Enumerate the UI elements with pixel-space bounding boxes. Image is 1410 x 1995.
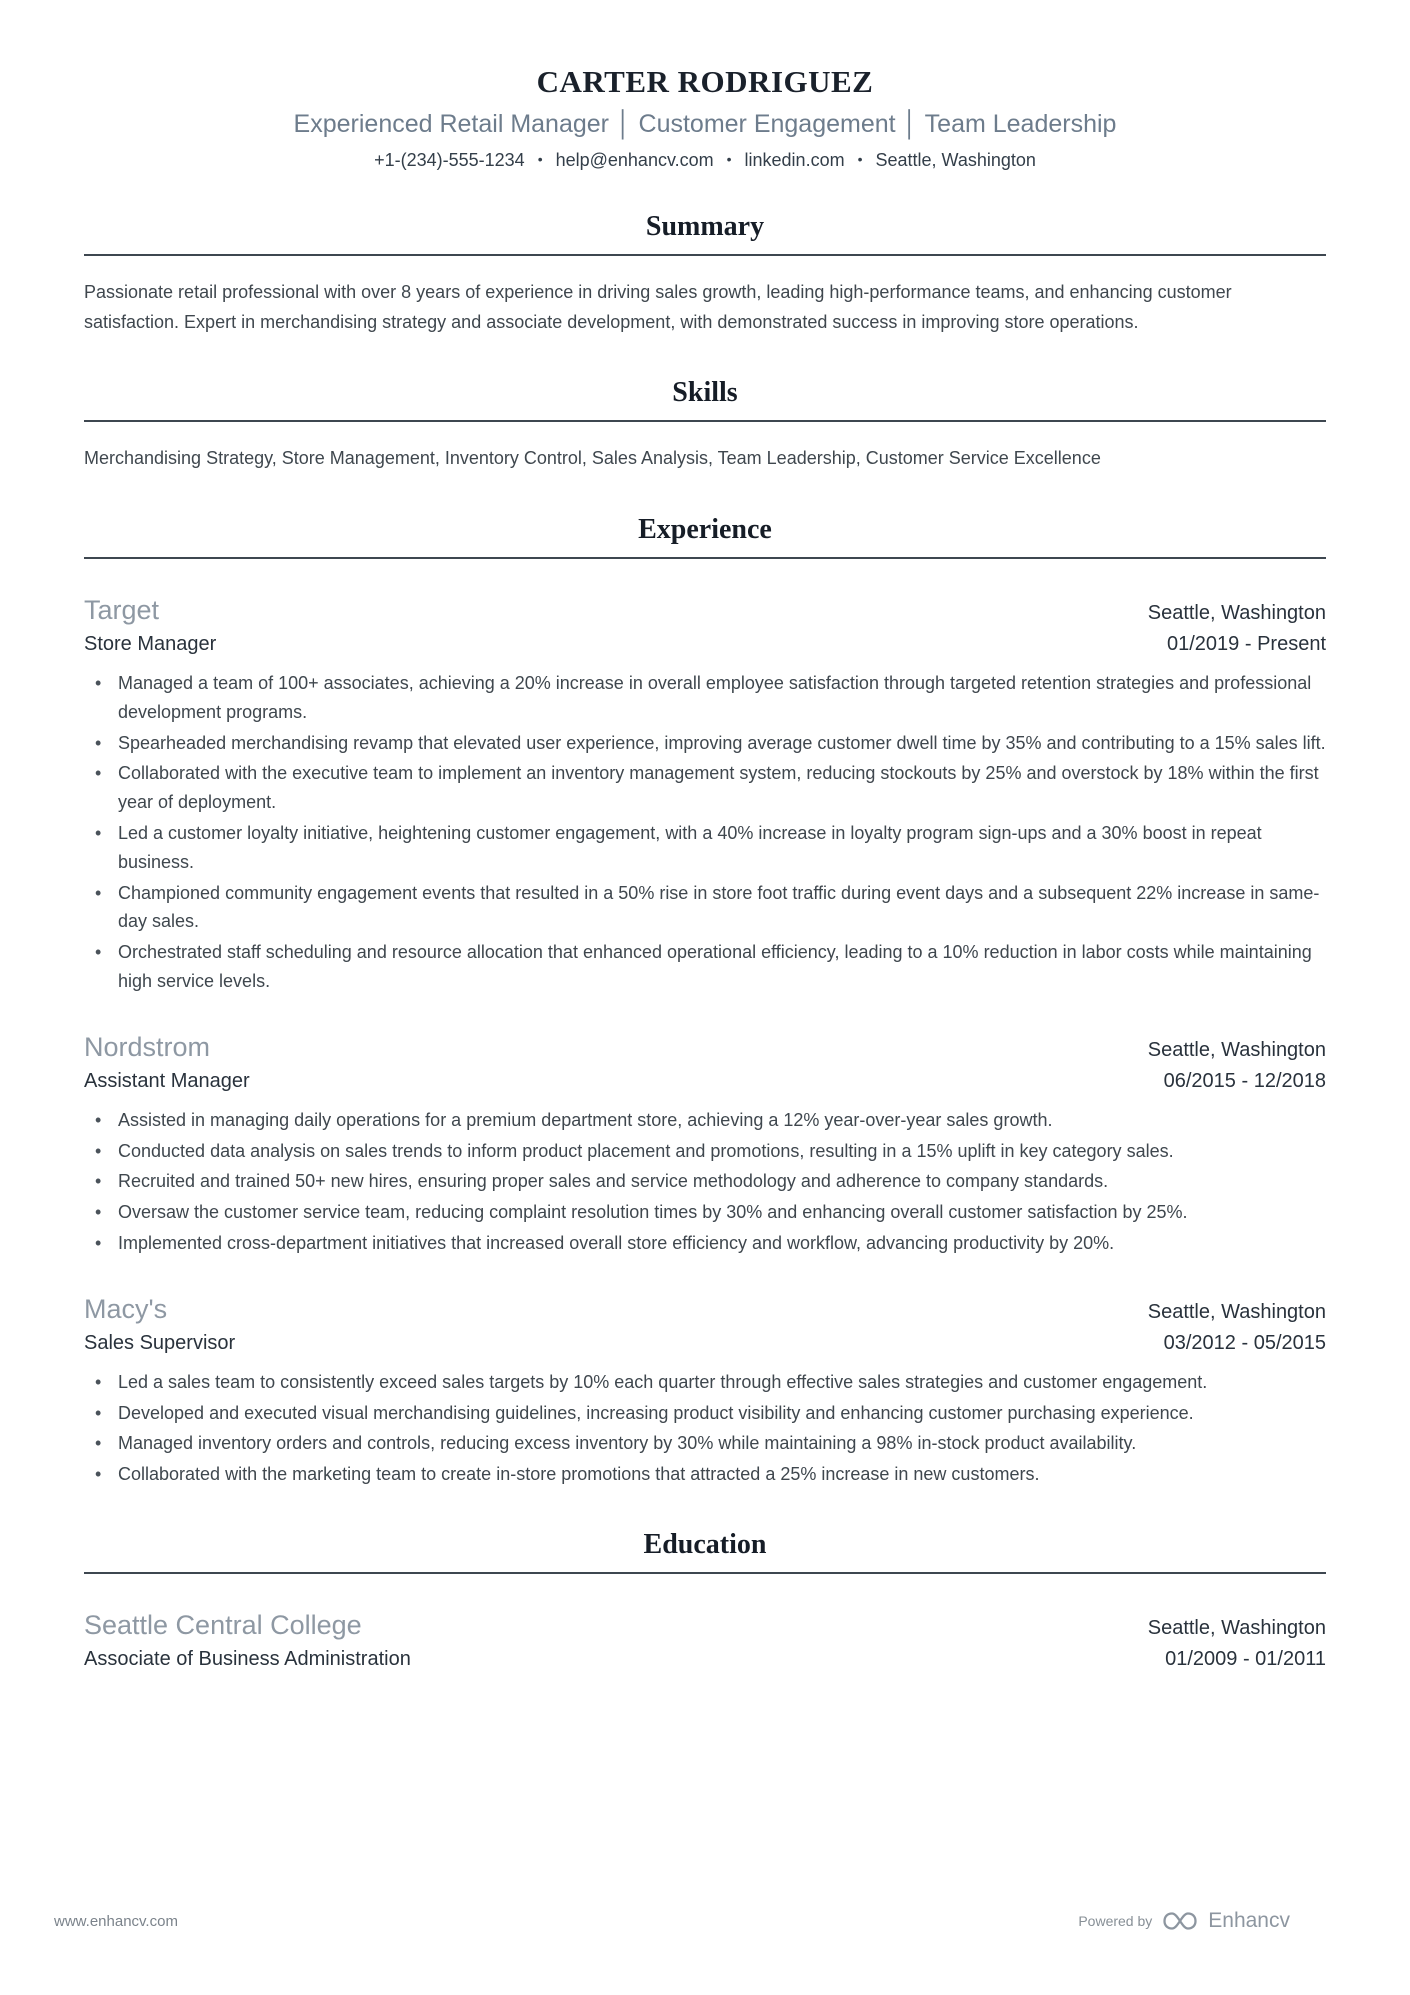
job-bullets [84, 669, 1326, 996]
phone-number: +1-(234)-555-1234 [374, 150, 525, 170]
job-bullet: • Led a customer loyalty initiative, heightening customer engagement, with a 40% increase in loyalty program sign-ups and a 30% boost in repeat business. [84, 819, 1326, 877]
powered-by [1078, 1909, 1290, 1933]
job-dates: 03/2012 - 05/2015 [1163, 1331, 1326, 1354]
section-divider [84, 254, 1326, 256]
brand-name[interactable]: Enhancv [1208, 1909, 1290, 1932]
job-title: Store Manager [84, 633, 217, 656]
education-heading: Education [643, 1529, 767, 1560]
candidate-name: CARTER RODRIGUEZ [536, 64, 874, 99]
section-divider [84, 1572, 1326, 1574]
job-dates: 06/2015 - 12/2018 [1163, 1069, 1326, 1092]
location-text: • Seattle, Washington [845, 150, 1036, 170]
candidate-headline: Experienced Retail Manager │ Customer Engagement │ Team Leadership [293, 110, 1117, 138]
education-dates: 01/2009 - 01/2011 [1165, 1648, 1326, 1670]
skills-section [84, 377, 1326, 474]
job-location: Seattle, Washington [1147, 602, 1326, 625]
job-bullet: • Conducted data analysis on sales trends to inform product placement and promotions, resulting in a 15% uplift in key category sales. [84, 1137, 1326, 1166]
job-bullet: • Developed and executed visual merchandising guidelines, increasing product visibility and enhancing customer purchasing experience. [84, 1399, 1326, 1428]
degree-name: Associate of Business Administration [84, 1648, 411, 1670]
skills-heading: Skills [672, 377, 738, 409]
job-bullet: • Assisted in managing daily operations for a premium department store, achieving a 12% year-over-year sales growth. [84, 1106, 1326, 1135]
footer-website-link[interactable]: www.enhancv.com [54, 1912, 178, 1930]
linkedin-link[interactable]: • linkedin.com [714, 150, 845, 170]
section-divider [84, 557, 1326, 559]
job-bullets [84, 1368, 1326, 1489]
experience-jobs [84, 595, 1326, 1489]
page-footer [54, 1909, 1290, 1933]
summary-section [84, 211, 1326, 337]
job-bullet: • Collaborated with the marketing team to create in-store promotions that attracted a 25% increase in new customers. [84, 1460, 1326, 1489]
enhancv-logo-icon [1162, 1910, 1198, 1932]
summary-text: Passionate retail professional with over 8 years of experience in driving sales growth, leading high-performance teams, and enhancing customer satisfaction. Expert in merchandising strategy and associate development, with demonstrated success in improving store operations. [84, 282, 1232, 332]
company-name: Target [84, 595, 160, 626]
section-divider [84, 420, 1326, 422]
job-bullet: • Oversaw the customer service team, reducing complaint resolution times by 30% and enhancing overall customer satisfaction by 25%. [84, 1198, 1326, 1227]
job-dates: 01/2019 - Present [1167, 633, 1326, 656]
experience-entry [84, 595, 1326, 996]
education-entry [84, 1610, 1326, 1671]
resume-header [84, 64, 1326, 171]
job-bullet: • Orchestrated staff scheduling and resource allocation that enhanced operational efficiency, leading to a 10% reduction in labor costs while maintaining high service levels. [84, 938, 1326, 996]
company-name: Macy's [84, 1293, 168, 1324]
email-link[interactable]: • help@enhancv.com [525, 150, 714, 170]
job-title: Assistant Manager [84, 1069, 250, 1092]
job-bullet: • Managed inventory orders and controls, reducing excess inventory by 30% while maintaining a 98% in-stock product availability. [84, 1429, 1326, 1458]
job-bullet: • Collaborated with the executive team to implement an inventory management system, reducing stockouts by 25% and overstock by 18% within the first year of deployment. [84, 759, 1326, 817]
job-bullet: • Championed community engagement events that resulted in a 50% rise in store foot traffic during event days and a subsequent 22% increase in same-day sales. [84, 879, 1326, 937]
skills-text: Merchandising Strategy, Store Management, Inventory Control, Sales Analysis, Team Leadership, Customer Service Excellence [84, 448, 1101, 469]
contact-row [84, 150, 1326, 171]
school-name: Seattle Central College [84, 1610, 362, 1640]
job-bullet: • Led a sales team to consistently exceed sales targets by 10% each quarter through effective sales strategies and customer engagement. [84, 1368, 1326, 1397]
powered-by-label: Powered by [1078, 1913, 1153, 1929]
job-bullet: • Managed a team of 100+ associates, achieving a 20% increase in overall employee satisfaction through targeted retention strategies and professional development programs. [84, 669, 1326, 727]
experience-entry [84, 1294, 1326, 1489]
job-location: Seattle, Washington [1147, 1038, 1326, 1061]
job-bullet: • Recruited and trained 50+ new hires, ensuring proper sales and service methodology and adherence to company standards. [84, 1167, 1326, 1196]
job-bullet: • Spearheaded merchandising revamp that elevated user experience, improving average customer dwell time by 35% and contributing to a 15% sales lift. [84, 729, 1326, 758]
experience-section [84, 514, 1326, 1489]
school-location: Seattle, Washington [1147, 1617, 1326, 1639]
job-location: Seattle, Washington [1147, 1300, 1326, 1323]
job-bullets [84, 1106, 1326, 1258]
job-bullet: • Implemented cross-department initiatives that increased overall store efficiency and workflow, advancing productivity by 20%. [84, 1229, 1326, 1258]
company-name: Nordstrom [84, 1031, 211, 1062]
education-section [84, 1529, 1326, 1671]
experience-heading: Experience [638, 514, 772, 546]
summary-heading: Summary [645, 211, 765, 242]
job-title: Sales Supervisor [84, 1331, 236, 1354]
experience-entry [84, 1032, 1326, 1258]
